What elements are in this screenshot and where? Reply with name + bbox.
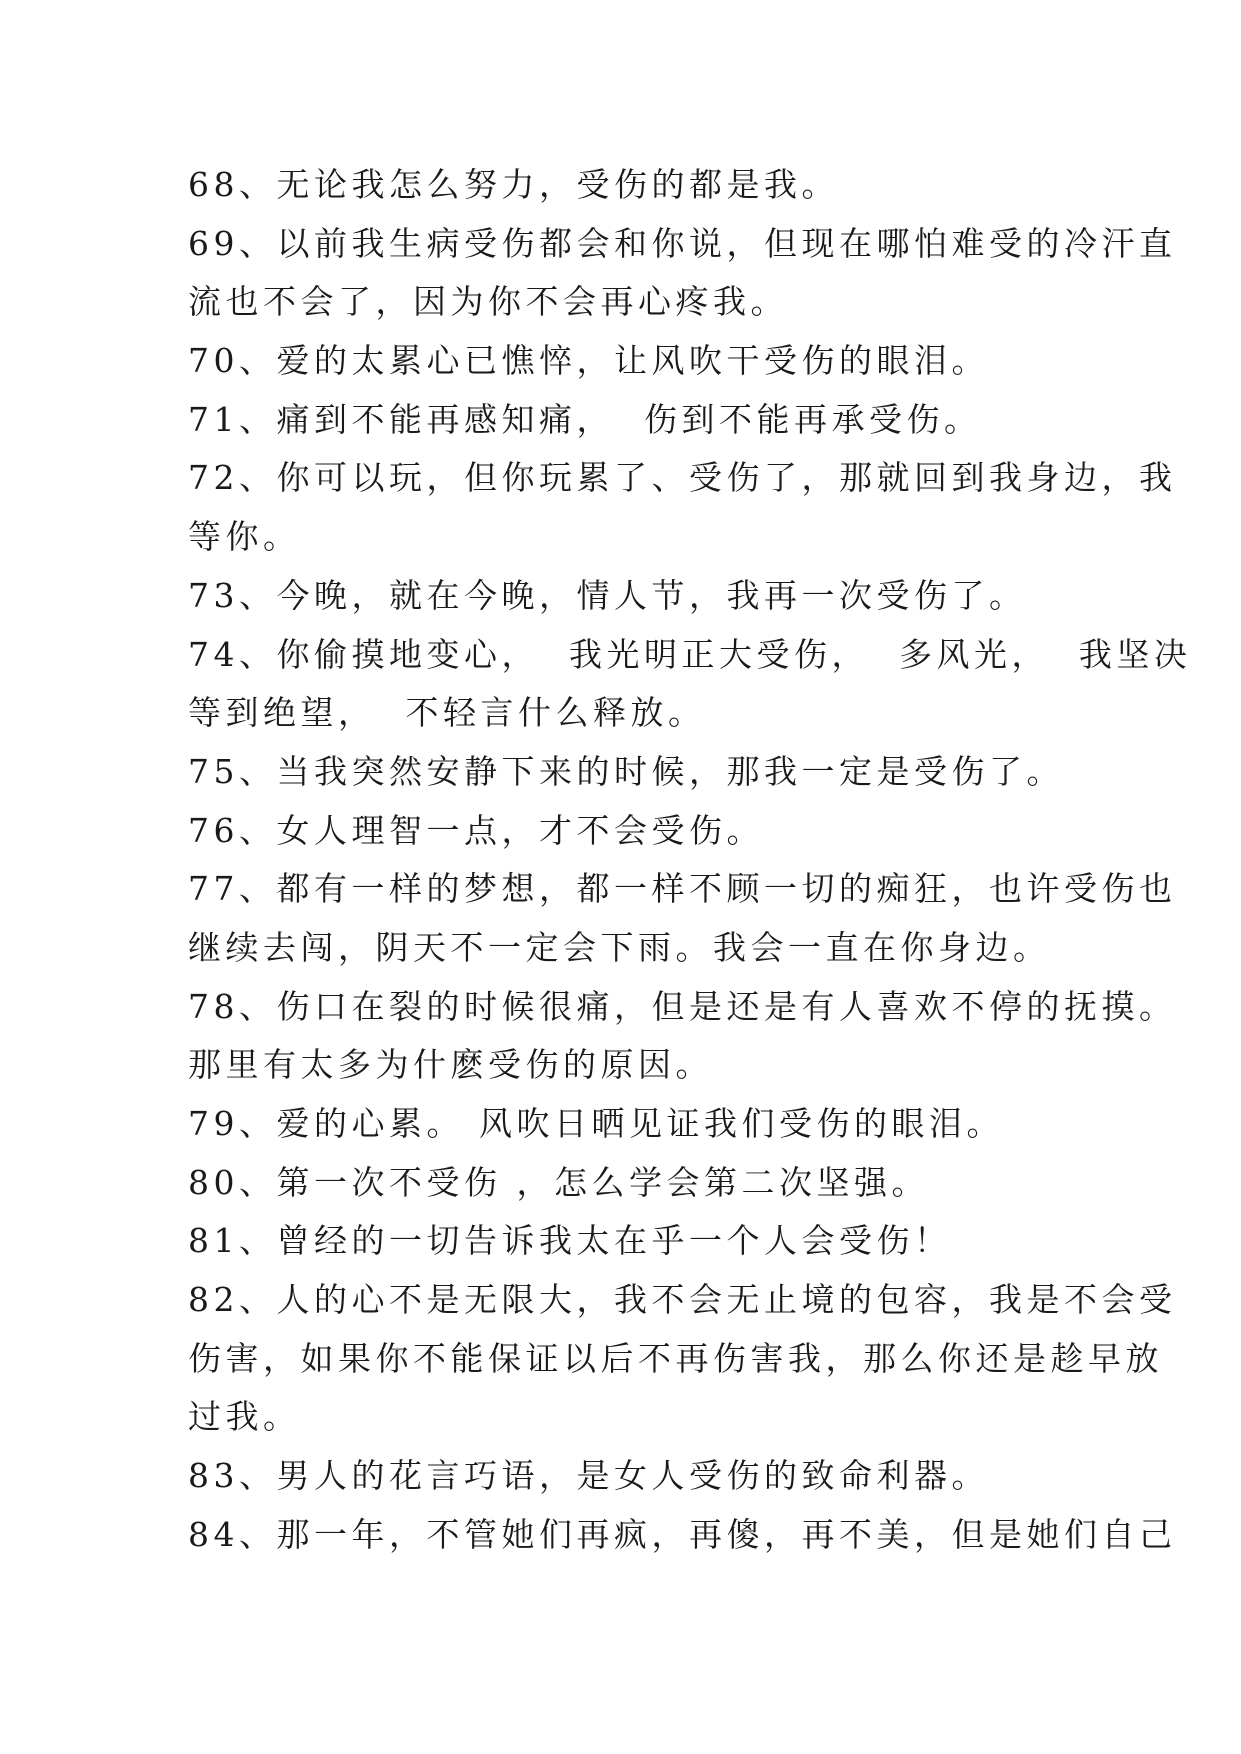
text-line: 76、女人理智一点，才不会受伤。 [188, 810, 764, 850]
text-line: 继续去闯，阴天不一定会下雨。我会一直在你身边。 [188, 927, 1051, 967]
text-line: 72、你可以玩，但你玩累了、受伤了，那就回到我身边，我 [188, 458, 1177, 498]
text-line: 75、当我突然安静下来的时候，那我一定是受伤了。 [188, 751, 1064, 791]
text-line: 78、伤口在裂的时候很痛，但是还是有人喜欢不停的抚摸。 [188, 986, 1177, 1026]
text-body [188, 156, 1192, 1565]
text-line: 79、爱的心累。 风吹日晒见证我们受伤的眼泪。 [188, 1104, 1004, 1143]
text-line: 83、男人的花言巧语，是女人受伤的致命利器。 [188, 1456, 989, 1496]
text-line: 69、以前我生病受伤都会和你说，但现在哪怕难受的冷汗直 [188, 223, 1177, 263]
text-line: 流也不会了，因为你不会再心疼我。 [188, 282, 788, 322]
text-line: 74、你偷摸地变心， 我光明正大受伤， 多风光， 我坚决 [188, 634, 1192, 674]
text-line: 68、无论我怎么努力，受伤的都是我。 [188, 165, 839, 204]
text-line: 81、曾经的一切告诉我太在乎一个人会受伤！ [188, 1221, 952, 1261]
text-line: 84、那一年，不管她们再疯，再傻，再不美，但是她们自己 [188, 1514, 1177, 1554]
text-line: 70、爱的太累心已憔悴，让风吹干受伤的眼泪。 [188, 341, 989, 381]
text-line: 73、今晚，就在今晚，情人节，我再一次受伤了。 [188, 575, 1027, 615]
text-line: 过我。 [188, 1397, 301, 1437]
text-line: 71、痛到不能再感知痛， 伤到不能再承受伤。 [188, 399, 982, 439]
text-line: 80、第一次不受伤 ，怎么学会第二次坚强。 [188, 1162, 929, 1202]
text-line: 等你。 [188, 517, 301, 557]
text-line: 82、人的心不是无限大，我不会无止境的包容，我是不会受 [188, 1280, 1177, 1320]
text-line: 那里有太多为什麽受伤的原因。 [188, 1045, 713, 1085]
text-line: 77、都有一样的梦想，都一样不顾一切的痴狂，也许受伤也 [188, 869, 1177, 909]
text-line: 伤害，如果你不能保证以后不再伤害我，那么你还是趁早放 [188, 1338, 1163, 1378]
text-line: 等到绝望， 不轻言什么释放。 [188, 693, 706, 733]
